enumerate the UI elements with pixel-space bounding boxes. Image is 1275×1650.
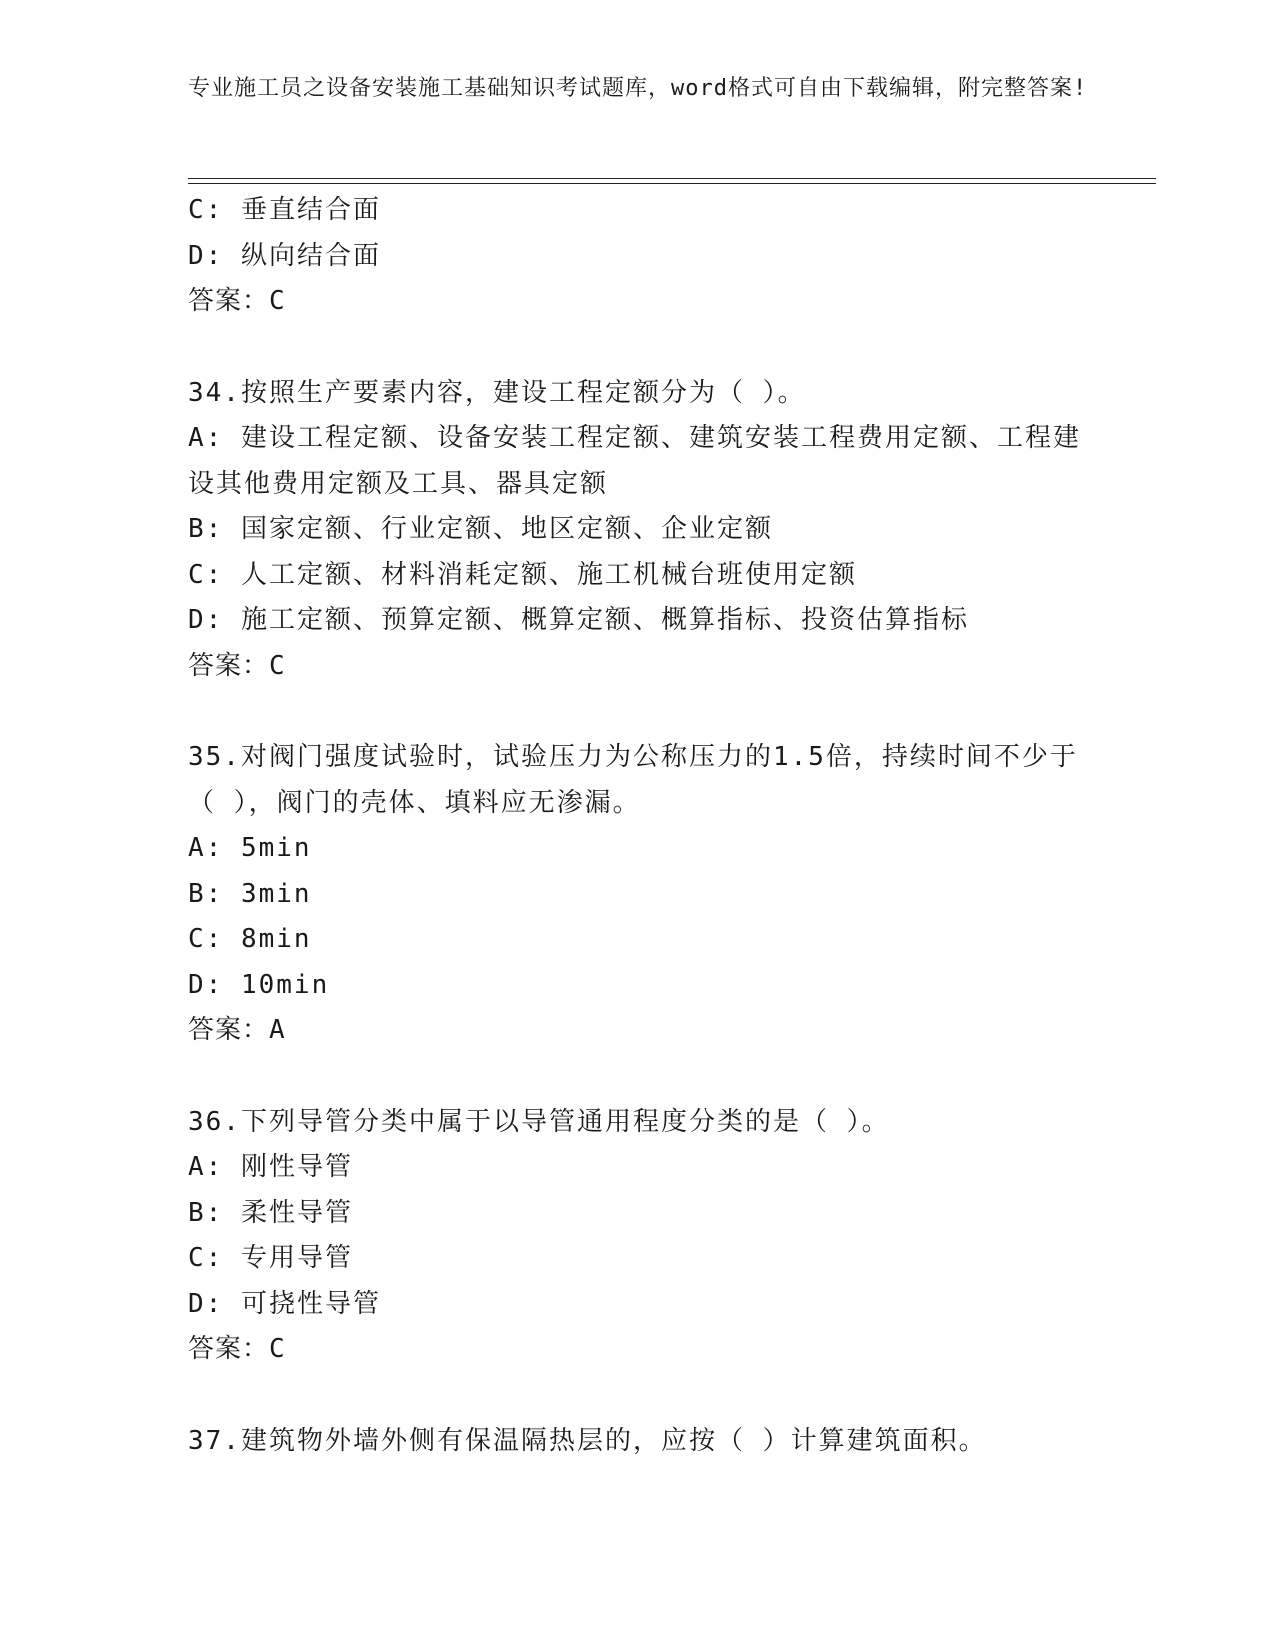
answer: 答案：C [188, 1334, 286, 1364]
option-d: D: 可挠性导管 [188, 1288, 381, 1319]
question-content [188, 188, 1088, 1464]
answer: 答案：C [188, 650, 286, 681]
question-text: 35.对阀门强度试验时，试验压力为公称压力的1.5倍，持续时间不少于（ ），阀门的壳体、填料应无渗漏。 [188, 742, 1078, 818]
option-a: A: 建设工程定额、设备安装工程定额、建筑安装工程费用定额、工程建设其他费用定额及工具、器具定额 [188, 423, 1081, 499]
question-text: 36.下列导管分类中属于以导管通用程度分类的是（ ）。 [188, 1106, 890, 1137]
option-c: C: 垂直结合面 [188, 195, 381, 225]
option-c: C: 人工定额、材料消耗定额、施工机械台班使用定额 [188, 559, 857, 590]
option-a: A: 5min [188, 833, 312, 863]
question-text: 37.建筑物外墙外侧有保温隔热层的，应按（ ）计算建筑面积。 [188, 1425, 987, 1456]
answer: 答案：A [188, 1015, 286, 1045]
question-text: 34.按照生产要素内容，建设工程定额分为（ ）。 [188, 377, 806, 408]
question-36 [188, 1100, 1088, 1373]
document-header: 专业施工员之设备安装施工基础知识考试题库，word格式可自由下载编辑，附完整答案! [188, 76, 1088, 101]
option-c: C: 8min [188, 924, 312, 954]
option-d: D: 施工定额、预算定额、概算定额、概算指标、投资估算指标 [188, 605, 969, 635]
option-d: D: 10min [188, 969, 330, 1000]
header-rule-bottom [188, 183, 1156, 184]
option-b: B: 国家定额、行业定额、地区定额、企业定额 [188, 514, 773, 544]
option-c: C: 专用导管 [188, 1243, 353, 1273]
option-d: D: 纵向结合面 [188, 240, 381, 271]
option-a: A: 刚性导管 [188, 1152, 353, 1182]
option-b: B: 柔性导管 [188, 1197, 353, 1228]
question-35 [188, 735, 1088, 1054]
question-34 [188, 371, 1088, 690]
header-rule-top [188, 178, 1156, 179]
answer: 答案：C [188, 286, 286, 316]
option-b: B: 3min [188, 878, 312, 909]
question-37 [188, 1419, 1088, 1465]
